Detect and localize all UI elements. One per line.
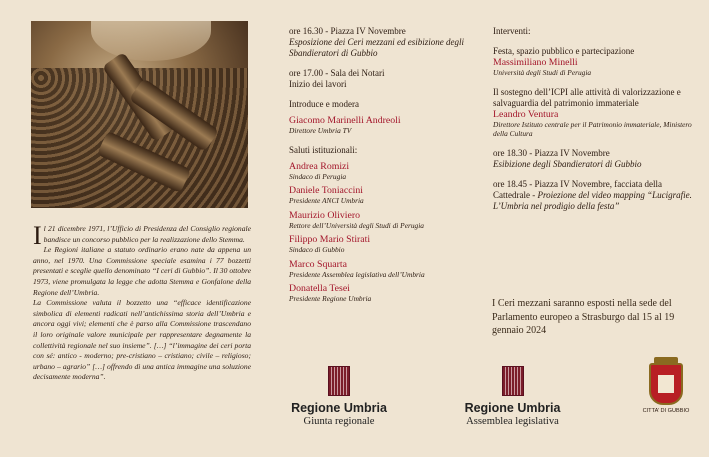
intro-p2: Le Regioni italiane a statuto ordinario erano nate da appena un anno, nel 1970. Una Commissione speciale esamina i 77 bozzetti presentati e sceglie quello denominato “I ceri di Gubbio”. Il 30 ottobre 1973, viene promulgata la legge che adotta Stemma e Gonfalone della Regione dell’Umbria. [33,245,251,297]
giunta-name: Regione Umbria [291,401,387,415]
intro-p1: l 21 dicembre 1971, l’Ufficio di Presidenza del Consiglio regionale bandisce un concorso pubblico per la realizzazione dello Stemma. [43,224,251,244]
dropcap: I [33,221,42,250]
event-4-desc: Proiezione del video mapping “Lucigrafie. L’Umbria nel prodigio della festa” [493,189,692,211]
ceri-festival-photo [31,21,248,208]
talk-1-speaker: Massimiliano Minelli [493,57,578,68]
speaker-name: Donatella Tesei [289,283,350,294]
giunta-sub: Giunta regionale [303,416,375,427]
building-arch [91,21,211,61]
intro-p3: La Commissione valuta il bozzetto una “efficace identificazione simbolica di elementi radicati nell’antichissima storia dell’Umbria e ancora oggi vivi; elementi che è parso alla Commissione trascendano il loro originale valore municipale per rappresentare degnamente la collettività regionale nel suo insieme”. […] “l’immagine dei ceri porta con sé: antico - moderno; pre-cristiano – cristiano; civile – religioso; urbano – agrario” […] offrendo di una antica immagine una soluzione decisamente moderna”. [33,298,251,382]
talk-1-title: Festa, spazio pubblico e partecipazione [493,46,635,56]
speaker-role: Presidente ANCI Umbria [289,196,364,205]
speaker-name: Marco Squarta [289,258,347,270]
moderator-label: Introduce e modera [289,99,359,109]
moderator-role: Direttore Umbria TV [289,126,352,135]
event-2-time: ore 17.00 - Sala dei Notari [289,68,385,78]
assemblea-sub: Assemblea legislativa [466,416,559,427]
event-1-desc: Esposizione dei Ceri mezzani ed esibizione degli Sbandieratori di Gubbio [289,37,464,58]
intro-text [33,221,251,383]
speaker-role: Presidente Assemblea legislativa dell’Umbria [289,269,425,279]
speaker-name: Filippo Mario Stirati [289,234,371,245]
talk-2-role: Direttore Istituto centrale per il Patrimonio immateriale, Ministero della Cultura [493,119,692,138]
moderator-name: Giacomo Marinelli Andreoli [289,115,401,126]
talk-2-title: Il sostegno dell’ICPI alle attività di valorizzazione e salvaguardia del patrimonio immateriale [493,86,681,108]
event-3-desc: Esibizione degli Sbandieratori di Gubbio [493,158,642,169]
event-3-time: ore 18.30 - Piazza IV Novembre [493,147,610,158]
saluti-label: Saluti istituzionali: [289,144,358,155]
speaker-name: Andrea Romizi [289,160,350,172]
speaker-role: Rettore dell’Università degli Studi di Perugia [289,220,424,230]
speaker-role: Sindaco di Perugia [289,171,347,181]
interventi-column [493,26,693,212]
gubbio-label: CITTA’ DI GUBBIO [642,408,690,414]
speaker-role: Presidente Regione Umbria [289,294,372,303]
talk-1-role: Università degli Studi di Perugia [493,68,592,77]
tower-icon [658,375,674,393]
gubbio-shield-icon [649,363,683,405]
gubbio-logo [636,363,696,414]
speaker-role: Sindaco di Gubbio [289,245,345,254]
event-4-text: ore 18.45 - Piazza IV Novembre, facciata della Cattedrale - [493,178,663,200]
speaker-name: Maurizio Oliviero [289,209,361,221]
interventi-label: Interventi: [493,26,531,36]
talk-2-speaker: Leandro Ventura [493,108,559,120]
giunta-logo [284,366,394,427]
event-1-time: ore 16.30 - Piazza IV Novembre [289,26,406,36]
umbria-flag-icon [502,366,524,396]
assemblea-logo [455,366,570,427]
strasburgo-note: I Ceri mezzani saranno esposti nella sede del Parlamento europeo a Strasburgo dal 15 al 19 gennaio 2024 [492,298,675,336]
event-2-desc: Inizio dei lavori [289,79,347,89]
assemblea-name: Regione Umbria [464,401,561,415]
program-column [289,26,489,304]
speaker-name: Daniele Toniaccini [289,185,363,196]
umbria-flag-icon [328,366,350,396]
crown-icon [654,357,678,364]
